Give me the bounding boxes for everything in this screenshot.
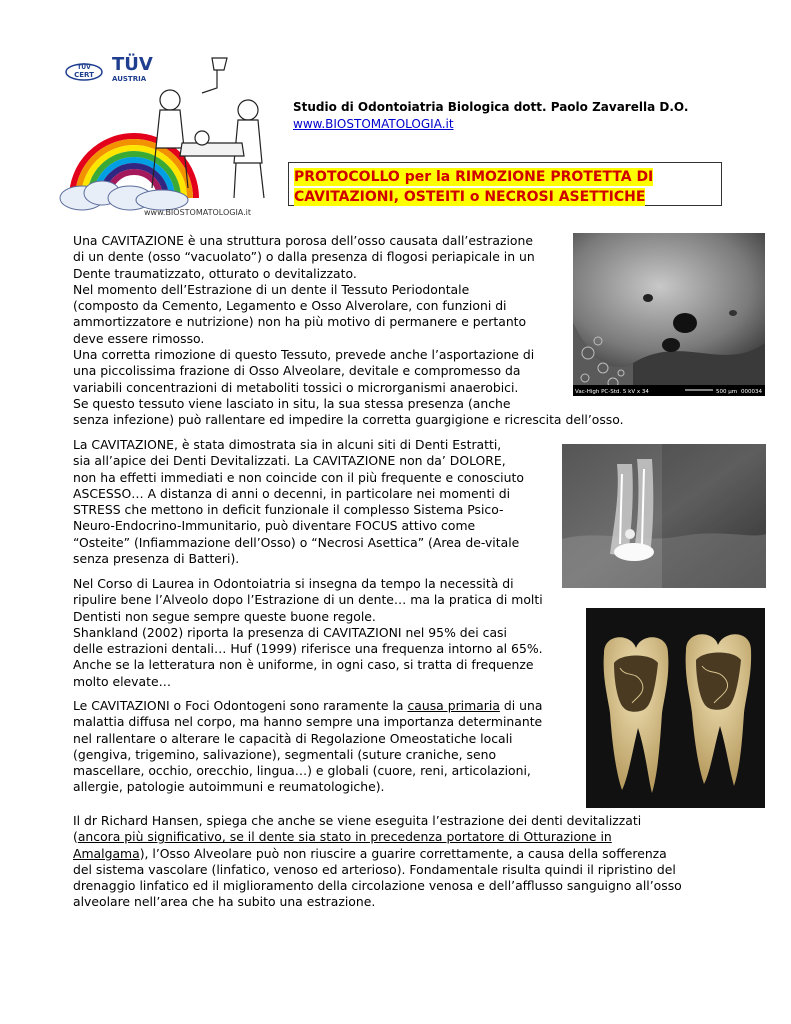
paragraph-line: (composto da Cemento, Legamento e Osso Alverolare, con funzioni di: [73, 298, 507, 314]
protocol-title-box: [288, 162, 722, 206]
website-link[interactable]: www.BIOSTOMATOLOGIA.it: [293, 117, 454, 131]
paragraph-line: senza infezione) può rallentare ed impedire la corretta guargigione e ricrescita dell’osso.: [73, 412, 624, 428]
underlined-text: ancora più significativo, se il dente sia stato in precedenza portatore di Otturazione in: [77, 829, 612, 845]
paragraph-line: Shankland (2002) riporta la presenza di CAVITAZIONI nel 95% dei casi: [73, 624, 507, 640]
paragraph-line: di un dente (osso “vacuolato”) o dalla presenza di flogosi periapicale in un: [73, 249, 535, 265]
paragraph-line: alveolare nell’area che ha subito una estrazione.: [73, 894, 376, 910]
sem-caption-left: Vac-High PC-Std. 5 kV x 34: [575, 389, 649, 395]
austria-text: AUSTRIA: [112, 75, 147, 83]
section-cavitazione-effects: [73, 437, 524, 567]
text-span: (: [73, 829, 78, 845]
paragraph-line: deve essere rimosso.: [73, 330, 205, 346]
paragraph-line: variabili concentrazioni di metaboliti tossici o microrganismi anaerobici.: [73, 379, 519, 395]
paragraph-line: mascellare, occhio, orecchio, lingua…) e globali (cuore, reni, articolazioni,: [73, 763, 531, 779]
xray-image: [562, 444, 766, 588]
paragraph-line: ASCESSO… A distanza di anni o decenni, in particolare nei momenti di: [73, 485, 511, 501]
underlined-text: Amalgama: [73, 845, 140, 861]
protocol-title-line1: PROTOCOLLO per la RIMOZIONE PROTETTA DI: [294, 169, 654, 185]
paragraph-line: Nel Corso di Laurea in Odontoiatria si insegna da tempo la necessità di: [73, 576, 514, 591]
paragraph-line: Dentisti non segue sempre queste buone regole.: [73, 608, 376, 624]
cert-badge-text: CERT: [74, 71, 94, 79]
paragraph-line: drenaggio linfatico ed il miglioramento della circolazione venosa e dell’afflusso sanguigno all’osso: [73, 878, 682, 894]
paragraph-line: Il dr Richard Hansen, spiega che anche se viene eseguita l’estrazione dei denti devitalizzati: [73, 813, 642, 828]
sem-caption-right: 000034: [741, 389, 762, 395]
paragraph-line: [73, 829, 682, 845]
paragraph-line: Una CAVITAZIONE è una struttura porosa dell’osso causata dall’estrazione: [73, 233, 533, 248]
paragraph-line: La CAVITAZIONE, è stata dimostrata sia in alcuni siti di Denti Estratti,: [73, 437, 502, 452]
text-span: ), l’Osso Alveolare può non riuscire a guarire correttamente, a causa della sofferenza: [139, 845, 667, 861]
sem-caption-scale: 500 µm: [716, 389, 738, 395]
section-cavitazione-definition: [73, 233, 624, 429]
text-span: di una: [499, 698, 543, 713]
paragraph-line: Neuro-Endocrino-Immunitario, può diventare FOCUS attivo come: [73, 518, 476, 534]
paragraph-line: STRESS che mettono in deficit funzionale il complesso Sistema Psico-: [73, 502, 504, 518]
paragraph-line: Nel momento dell’Estrazione di un dente il Tessuto Periodontale: [73, 281, 470, 297]
text-span: Le CAVITAZIONI o Foci Odontogeni sono raramente la: [73, 698, 408, 713]
section-foci-odontogeni: [73, 698, 542, 796]
paragraph-line: malattia diffusa nel corpo, ma hanno sempre una importanza determinante: [73, 714, 543, 730]
protocol-title: [294, 166, 653, 206]
section-statistics: [73, 576, 543, 690]
paragraph-line: “Osteite” (Infiammazione dell’Osso) o “Necrosi Asettica” (Area de-vitale: [73, 534, 520, 550]
underlined-text: causa primaria: [407, 698, 500, 713]
studio-logo: [52, 48, 282, 220]
paragraph-line: Una corretta rimozione di questo Tessuto, prevede anche l’asportazione di: [73, 347, 535, 363]
paragraph-line: Anche se la letteratura non è uniforme, in ogni caso, si tratta di frequenze: [73, 657, 534, 673]
protocol-title-line2: CAVITAZIONI, OSTEITI o NECROSI ASETTICHE: [294, 189, 646, 205]
paragraph-line: delle estrazioni dentali… Huf (1999) riferisce una frequenza intorno al 65%.: [73, 641, 543, 657]
paragraph-line: senza presenza di Batteri).: [73, 551, 240, 567]
tuv-text: TÜV: [112, 54, 153, 75]
paragraph-line: Se questo tessuto viene lasciato in situ, la sua stessa presenza (anche: [73, 395, 511, 411]
paragraph-line: del sistema vascolare (linfatico, venoso ed arterioso). Fondamentale risulta quindi il ripristino del: [73, 861, 676, 877]
section-hansen: [73, 813, 682, 911]
paragraph-line: Dente traumatizzato, otturato o devitalizzato.: [73, 265, 357, 281]
paragraph-line: ammortizzatore e nutrizione) non ha più motivo di permanere e pertanto: [73, 314, 527, 330]
tuv-small-text: TÜV: [77, 64, 91, 71]
paragraph-line: [73, 698, 542, 714]
carved-teeth-image: [586, 608, 765, 808]
paragraph-line: sia all’apice dei Denti Devitalizzati. La CAVITAZIONE non da’ DOLORE,: [73, 453, 506, 469]
paragraph-line: allergie, patologie autoimmuni e reumatologiche).: [73, 779, 385, 795]
paragraph-line: molto elevate…: [73, 673, 171, 689]
paragraph-line: nel rallentare o alterare le capacità di Regolazione Omeostatiche locali: [73, 730, 513, 746]
paragraph-line: una piccolissima frazione di Osso Alveolare, devitale e compromesso da: [73, 363, 521, 379]
paragraph-line: (gengiva, trigemino, salivazione), segmentali (suture craniche, seno: [73, 746, 497, 762]
paragraph-line: ripulire bene l’Alveolo dopo l’Estrazione di un dente… ma la pratica di molti: [73, 592, 543, 608]
paragraph-line: non ha effetti immediati e non coincide con il più frequente e conosciuto: [73, 469, 524, 485]
logo-site-caption: www.BIOSTOMATOLOGIA.it: [144, 208, 252, 217]
studio-name: Studio di Odontoiatria Biologica dott. Paolo Zavarella D.O.: [293, 100, 689, 114]
paragraph-line: [73, 846, 682, 862]
